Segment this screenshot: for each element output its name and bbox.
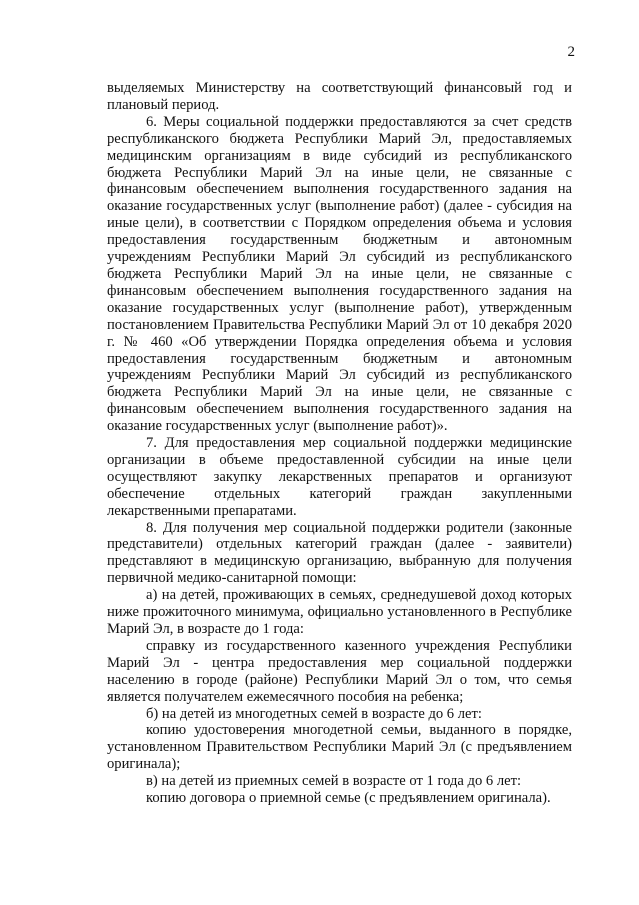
paragraph: копию договора о приемной семье (с предъявлением оригинала). xyxy=(146,790,551,807)
paragraph: б) на детей из многодетных семей в возрасте до 6 лет: xyxy=(146,705,482,722)
paragraph: 8. Для получения мер социальной поддержки родители (законные представители) отдельных категорий граждан (далее - заявители) представляют в медицинскую организацию, выбранную для получения первичной медико-санитарной помощи: xyxy=(107,519,572,587)
paragraph: 6. Меры социальной поддержки предоставляются за счет средств республиканского бюджета Республики Марий Эл, предоставляемых медицинским организациям в виде субсидий из республиканского бюджета Республики Марий Эл на иные цели, не связанные с финансовым обеспечением выполнения государственного задания на оказание государственных услуг (выполнение работ) (далее - субсидия на иные цели), в соответствии с Порядком определения объема и условия предоставления государственным бюджетным и автономным учреждениям Республики Марий Эл субсидий из республиканского бюджета Республики Марий Эл на иные цели, не связанные с финансовым обеспечением выполнения государственного задания на оказание государственных услуг (выполнение работ), утвержденным постановлением Правительства Республики Марий Эл от 10 декабря 2020 г. № 460 «Об утверждении Порядка определения объема и условия предоставления государственным бюджетным и автономным учреждениям Республики Марий Эл субсидий из республиканского бюджета Республики Марий Эл на иные цели, не связанные с финансовым обеспечением выполнения государственного задания на оказание государственных услуг (выполнение работ)». xyxy=(107,113,572,435)
paragraph: копию удостоверения многодетной семьи, выданного в порядке, установленном Правительством Республики Марий Эл (с предъявлением оригинала); xyxy=(107,722,572,773)
paragraph: 7. Для предоставления мер социальной поддержки медицинские организации в объеме предоставленной субсидии на иные цели осуществляют закупку лекарственных препаратов и организуют обеспечение отдельных категорий граждан закупленными лекарственными препаратами. xyxy=(107,435,572,519)
document-body xyxy=(107,80,572,807)
paragraph: выделяемых Министерству на соответствующий финансовый год и плановый период. xyxy=(107,80,572,113)
paragraph: в) на детей из приемных семей в возрасте от 1 года до 6 лет: xyxy=(146,773,522,790)
page-number: 2 xyxy=(567,44,575,60)
paragraph: а) на детей, проживающих в семьях, среднедушевой доход которых ниже прожиточного минимума, официально установленного в Республике Марий Эл, в возрасте до 1 года: xyxy=(107,587,572,637)
paragraph: справку из государственного казенного учреждения Республики Марий Эл - центра предоставления мер социальной поддержки населению в городе (районе) Республики Марий Эл о том, что семья является получателем ежемесячного пособия на ребенка; xyxy=(107,637,572,705)
